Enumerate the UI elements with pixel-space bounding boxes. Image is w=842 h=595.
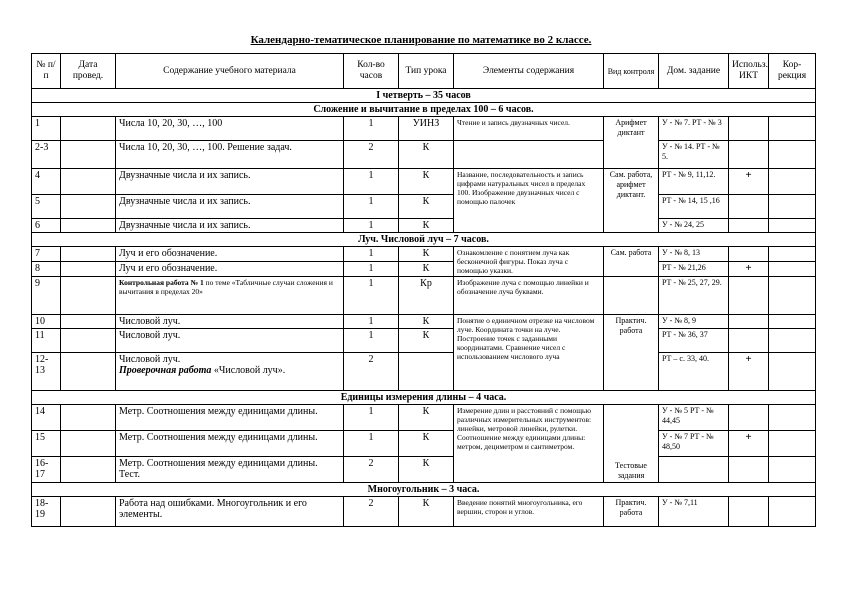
row-elements: Ознакомление с понятием луча как бесконечной фигуры. Показ луча с помощью указки. [454,247,604,277]
row-type: К [399,247,454,262]
page-title: Календарно-тематическое планирование по математике во 2 классе. [250,34,592,46]
col-content: Содержание учебного материала [116,54,344,89]
table-row [32,247,816,262]
row-num: 1 [32,117,61,141]
row-num: 11 [32,329,61,353]
table-row [32,141,816,169]
date-cell [61,195,116,219]
ikt-cell [729,247,769,262]
correction-cell [769,353,816,391]
row-type: К [399,405,454,431]
ikt-cell: + [729,169,769,195]
table-row [32,262,816,277]
row-control [604,277,659,315]
row-hours: 1 [344,195,399,219]
row-homework: У - № 8, 9 [659,315,729,329]
ikt-cell: + [729,262,769,277]
ikt-cell [729,141,769,169]
row-homework: РТ – с. 33, 40. [659,353,729,391]
row-elements: Измерение длин и расстояний с помощью различных измерительных инструментов: линейки, метровой линейки, рулетки. Соотношение между единицами длины: метром, дециметром и сантиметром. [454,405,604,483]
row-type: К [399,262,454,277]
date-cell [61,141,116,169]
row-content [116,277,344,315]
date-cell [61,431,116,457]
row-type: К [399,219,454,233]
row-elements: Название, последовательность и запись цифрами натуральных чисел в пределах 100. Изображение двузначных чисел с помощью палочек [454,169,604,233]
row-homework: РТ - № 21,26 [659,262,729,277]
ikt-cell [729,195,769,219]
correction-cell [769,497,816,527]
row-type: К [399,457,454,483]
row-hours: 1 [344,219,399,233]
row-control: Сам. работа, арифмет диктант. [604,169,659,233]
date-cell [61,262,116,277]
row-hours: 1 [344,431,399,457]
check-work-topic: «Числовой луч». [211,365,286,376]
ikt-cell [729,219,769,233]
test-title: Контрольная работа № 1 [119,278,204,287]
ikt-cell [729,329,769,353]
test-topic: по теме «Табличные случаи сложения и вычитания в пределах 20» [119,278,333,296]
row-content: Работа над ошибками. Многоугольник и его элементы. [116,497,344,527]
correction-cell [769,405,816,431]
check-work-label: Проверочная работа [119,365,212,376]
correction-cell [769,141,816,169]
correction-cell [769,329,816,353]
date-cell [61,169,116,195]
correction-cell [769,247,816,262]
correction-cell [769,457,816,483]
ikt-cell [729,457,769,483]
ikt-cell [729,315,769,329]
row-elements: Изображение луча с помощью линейки и обозначение луча буквами. [454,277,604,315]
row-num: 6 [32,219,61,233]
table-row [32,405,816,431]
date-cell [61,329,116,353]
row-num: 12-13 [32,353,61,391]
row-homework: РТ - № 14, 15 ,16 [659,195,729,219]
ikt-cell [729,497,769,527]
table-row [32,353,816,391]
row-num: 7 [32,247,61,262]
date-cell [61,219,116,233]
date-cell [61,247,116,262]
correction-cell [769,169,816,195]
ikt-cell: + [729,431,769,457]
quarter-heading: I четверть – 35 часов [32,89,816,103]
table-row [32,431,816,457]
row-control: Практич. работа [604,315,659,391]
lesson-title: Числовой луч. [119,354,181,365]
table-row [32,329,816,353]
row-hours: 1 [344,277,399,315]
row-content: Двузначные числа и их запись. [116,219,344,233]
row-content: Метр. Соотношения между единицами длины. Тест. [116,457,344,483]
plan-table [31,53,816,527]
correction-cell [769,315,816,329]
correction-cell [769,277,816,315]
row-type: К [399,169,454,195]
row-num: 9 [32,277,61,315]
row-type: Кр [399,277,454,315]
row-hours: 1 [344,262,399,277]
section-heading: Многоугольник – 3 часа. [32,483,816,497]
row-num: 16-17 [32,457,61,483]
row-hours: 2 [344,141,399,169]
row-type: К [399,329,454,353]
date-cell [61,497,116,527]
row-control: Арифмет диктант [604,117,659,169]
row-content: Числовой луч. [116,329,344,353]
row-num: 2-3 [32,141,61,169]
row-type: УИНЗ [399,117,454,141]
row-type: К [399,141,454,169]
row-type: К [399,497,454,527]
date-cell [61,457,116,483]
table-row [32,497,816,527]
ikt-cell [729,277,769,315]
table-row [32,169,816,195]
row-num: 4 [32,169,61,195]
section-heading: Луч. Числовой луч – 7 часов. [32,233,816,247]
col-ikt: Использ. ИКТ [729,54,769,89]
row-content: Луч и его обозначение. [116,247,344,262]
row-content: Двузначные числа и их запись. [116,195,344,219]
row-type: К [399,315,454,329]
row-hours: 1 [344,117,399,141]
row-homework: У - № 7,11 [659,497,729,527]
row-content: Числа 10, 20, 30, …, 100 [116,117,344,141]
row-content: Метр. Соотношения между единицами длины. [116,405,344,431]
row-homework: У - № 7. РТ - № 3 [659,117,729,141]
row-hours: 1 [344,405,399,431]
table-row [32,315,816,329]
date-cell [61,117,116,141]
date-cell [61,353,116,391]
row-content [116,353,344,391]
row-content: Числовой луч. [116,315,344,329]
row-type: К [399,431,454,457]
row-homework: У - № 5 РТ - № 44,45 [659,405,729,431]
row-homework: РТ - № 25, 27, 29. [659,277,729,315]
date-cell [61,405,116,431]
row-type [399,353,454,391]
row-hours: 2 [344,497,399,527]
row-type: К [399,195,454,219]
row-content: Метр. Соотношения между единицами длины. [116,431,344,457]
row-control: Сам. работа [604,247,659,277]
row-homework: У - № 14. РТ - № 5. [659,141,729,169]
row-hours: 2 [344,353,399,391]
ikt-cell [729,405,769,431]
row-num: 5 [32,195,61,219]
row-control: Тестовые задания [604,405,659,483]
row-homework: РТ - № 36, 37 [659,329,729,353]
row-homework: РТ - № 9, 11,12. [659,169,729,195]
correction-cell [769,262,816,277]
col-homework: Дом. задание [659,54,729,89]
ikt-cell: + [729,353,769,391]
table-row [32,117,816,141]
row-hours: 1 [344,329,399,353]
correction-cell [769,195,816,219]
row-content: Луч и его обозначение. [116,262,344,277]
row-num: 18-19 [32,497,61,527]
correction-cell [769,219,816,233]
row-hours: 1 [344,247,399,262]
date-cell [61,315,116,329]
row-elements: Понятие о единичном отрезке на числовом луче. Координата точки на луче. Построение точек с заданными координатами. Сравнение чисел с использованием числового луча [454,315,604,391]
row-content: Числа 10, 20, 30, …, 100. Решение задач. [116,141,344,169]
table-row [32,457,816,483]
row-num: 14 [32,405,61,431]
correction-cell [769,431,816,457]
row-hours: 2 [344,457,399,483]
col-hours: Кол-во часов [344,54,399,89]
col-elements: Элементы содержания [454,54,604,89]
row-homework: У - № 8, 13 [659,247,729,262]
table-row [32,277,816,315]
col-control: Вид контроля [604,54,659,89]
row-homework: У - № 7 РТ - № 48,50 [659,431,729,457]
row-elements: Введение понятий многоугольника, его вершин, сторон и углов. [454,497,604,527]
header-row [32,54,816,89]
section-heading: Единицы измерения длины – 4 часа. [32,391,816,405]
row-elements: Чтение и запись двузначных чисел. [454,117,604,141]
row-num: 15 [32,431,61,457]
correction-cell [769,117,816,141]
section-heading: Сложение и вычитание в пределах 100 – 6 часов. [32,103,816,117]
col-date: Дата провед. [61,54,116,89]
row-num: 8 [32,262,61,277]
row-homework: У - № 24, 25 [659,219,729,233]
table-row [32,219,816,233]
row-homework [659,457,729,483]
date-cell [61,277,116,315]
ikt-cell [729,117,769,141]
col-type: Тип урока [399,54,454,89]
col-num: № п/п [32,54,61,89]
table-row [32,195,816,219]
row-content: Двузначные числа и их запись. [116,169,344,195]
row-hours: 1 [344,169,399,195]
row-elements [454,141,604,169]
row-hours: 1 [344,315,399,329]
row-control: Практич. работа [604,497,659,527]
row-num: 10 [32,315,61,329]
col-correction: Кор-рекция [769,54,816,89]
